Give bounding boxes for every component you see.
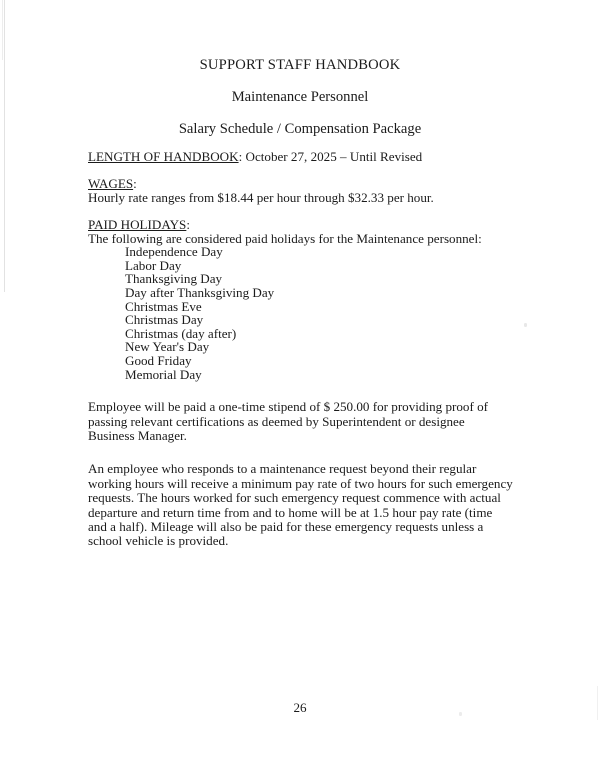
spacer bbox=[88, 204, 514, 218]
section-paid-holidays bbox=[88, 218, 514, 381]
list-item: Christmas (day after) bbox=[125, 325, 237, 341]
paid-holidays-label: PAID HOLIDAYS bbox=[88, 216, 187, 232]
paid-holidays-heading bbox=[88, 218, 514, 232]
length-of-handbook-colon: : bbox=[238, 149, 243, 164]
page-number: 26 bbox=[293, 700, 307, 715]
list-item: Memorial Day bbox=[125, 366, 202, 382]
spacer bbox=[88, 381, 514, 400]
spacer bbox=[88, 164, 514, 178]
length-of-handbook-label: LENGTH OF HANDBOOK bbox=[88, 149, 239, 164]
wages-label: WAGES bbox=[88, 176, 134, 192]
list-item: New Year's Day bbox=[125, 339, 210, 355]
page-subtitle-personnel: Maintenance Personnel bbox=[231, 88, 369, 105]
document-body bbox=[88, 150, 514, 549]
paid-holidays-intro: The following are considered paid holidays for the Maintenance personnel: bbox=[88, 230, 482, 246]
page-title: SUPPORT STAFF HANDBOOK bbox=[199, 57, 401, 73]
list-item: Christmas Eve bbox=[125, 298, 202, 314]
section-wages bbox=[88, 177, 514, 204]
emergency-call-in-paragraph: An employee who responds to a maintenance request beyond their regular working hours will receive a minimum pay rate of two hours for such emergency requests. The hours worked for such emergency request commence with actual departure and return time from and to home will be at 1.5 hour pay rate (time and a half). Mileage will also be paid for these emergency requests unless a school vehicle is provided. bbox=[88, 461, 513, 549]
list-item: Good Friday bbox=[125, 352, 192, 368]
paid-holidays-list bbox=[88, 245, 514, 381]
list-item: Christmas Day bbox=[125, 312, 204, 328]
list-item: Labor Day bbox=[125, 257, 182, 273]
list-item: Day after Thanksgiving Day bbox=[125, 284, 275, 300]
list-item: Thanksgiving Day bbox=[125, 271, 223, 287]
section-length-of-handbook bbox=[88, 150, 514, 164]
page-heading-group bbox=[0, 58, 600, 137]
paid-holidays-colon: : bbox=[186, 216, 190, 232]
page-subtitle-salary-schedule: Salary Schedule / Compensation Package bbox=[178, 121, 422, 138]
spacer bbox=[88, 443, 514, 462]
wages-heading bbox=[88, 177, 514, 191]
length-of-handbook-line bbox=[88, 150, 514, 164]
wages-colon: : bbox=[133, 176, 137, 192]
length-of-handbook-value: October 27, 2025 – Until Revised bbox=[242, 149, 423, 164]
wages-body: Hourly rate ranges from $18.44 per hour through $32.33 per hour. bbox=[88, 189, 434, 205]
list-item: Independence Day bbox=[125, 244, 223, 260]
stipend-paragraph: Employee will be paid a one-time stipend of $ 250.00 for providing proof of passing relevant certifications as deemed by Superintendent or designee Business Manager. bbox=[88, 399, 488, 443]
